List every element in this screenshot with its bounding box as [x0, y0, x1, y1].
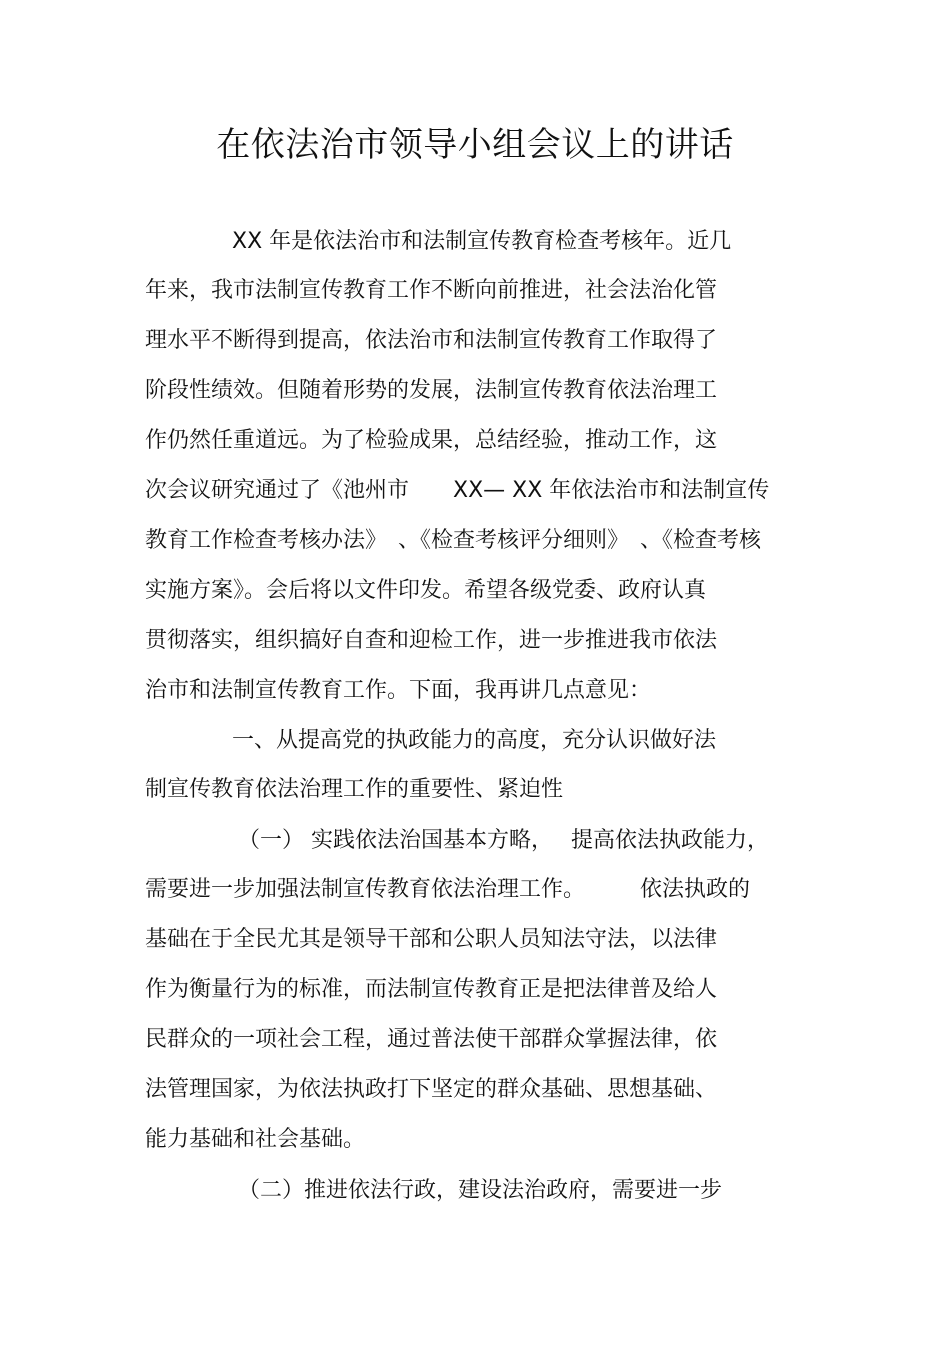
paragraph-line: 民群众的一项社会工程，通过普法使干部群众掌握法律，依	[145, 1027, 718, 1052]
section-heading-line: 一、从提高党的执政能力的高度，充分认识做好法	[232, 728, 717, 753]
paragraph-line: 阶段性绩效。但随着形势的发展，法制宣传教育依法治理工	[145, 378, 718, 403]
paragraph-line: 年来，我市法制宣传教育工作不断向前推进，社会法治化管	[145, 278, 718, 303]
paragraph-line: 贯彻落实，组织搞好自查和迎检工作，进一步推进我市依法	[145, 628, 718, 653]
paragraph-line: 基础在于全民尤其是领导干部和公职人员知法守法，以法律	[145, 927, 718, 952]
paragraph-line: 次会议研究通过了《池州市 XX— XX 年依法治市和法制宣传	[145, 478, 770, 503]
section-heading-line: 制宣传教育依法治理工作的重要性、紧迫性	[145, 777, 564, 802]
subsection-line: （一） 实践依法治国基本方略， 提高依法执政能力，	[238, 828, 769, 853]
paragraph-line: 教育工作检查考核办法》 、《检查考核评分细则》 、《检查考核	[145, 528, 762, 553]
paragraph-line: 能力基础和社会基础。	[145, 1127, 366, 1152]
paragraph-line: 作为衡量行为的标准，而法制宣传教育正是把法律普及给人	[145, 977, 718, 1002]
paragraph-line: 法管理国家，为依法执政打下坚定的群众基础、思想基础、	[145, 1077, 718, 1102]
paragraph-line: 理水平不断得到提高，依法治市和法制宣传教育工作取得了	[145, 328, 718, 353]
paragraph-line: 实施方案》。会后将以文件印发。希望各级党委、政府认真	[145, 578, 707, 603]
paragraph-line: 作仍然任重道远。为了检验成果，总结经验，推动工作，这	[145, 428, 718, 453]
paragraph-line: XX 年是依法治市和法制宣传教育检查考核年。近几	[232, 229, 732, 254]
document-title: 在依法治市领导小组会议上的讲话	[216, 125, 734, 165]
paragraph-line: 治市和法制宣传教育工作。下面，我再讲几点意见：	[145, 678, 652, 703]
paragraph-line: 需要进一步加强法制宣传教育依法治理工作。 依法执政的	[145, 877, 751, 902]
subsection-line: （二）推进依法行政，建设法治政府，需要进一步	[238, 1178, 723, 1203]
